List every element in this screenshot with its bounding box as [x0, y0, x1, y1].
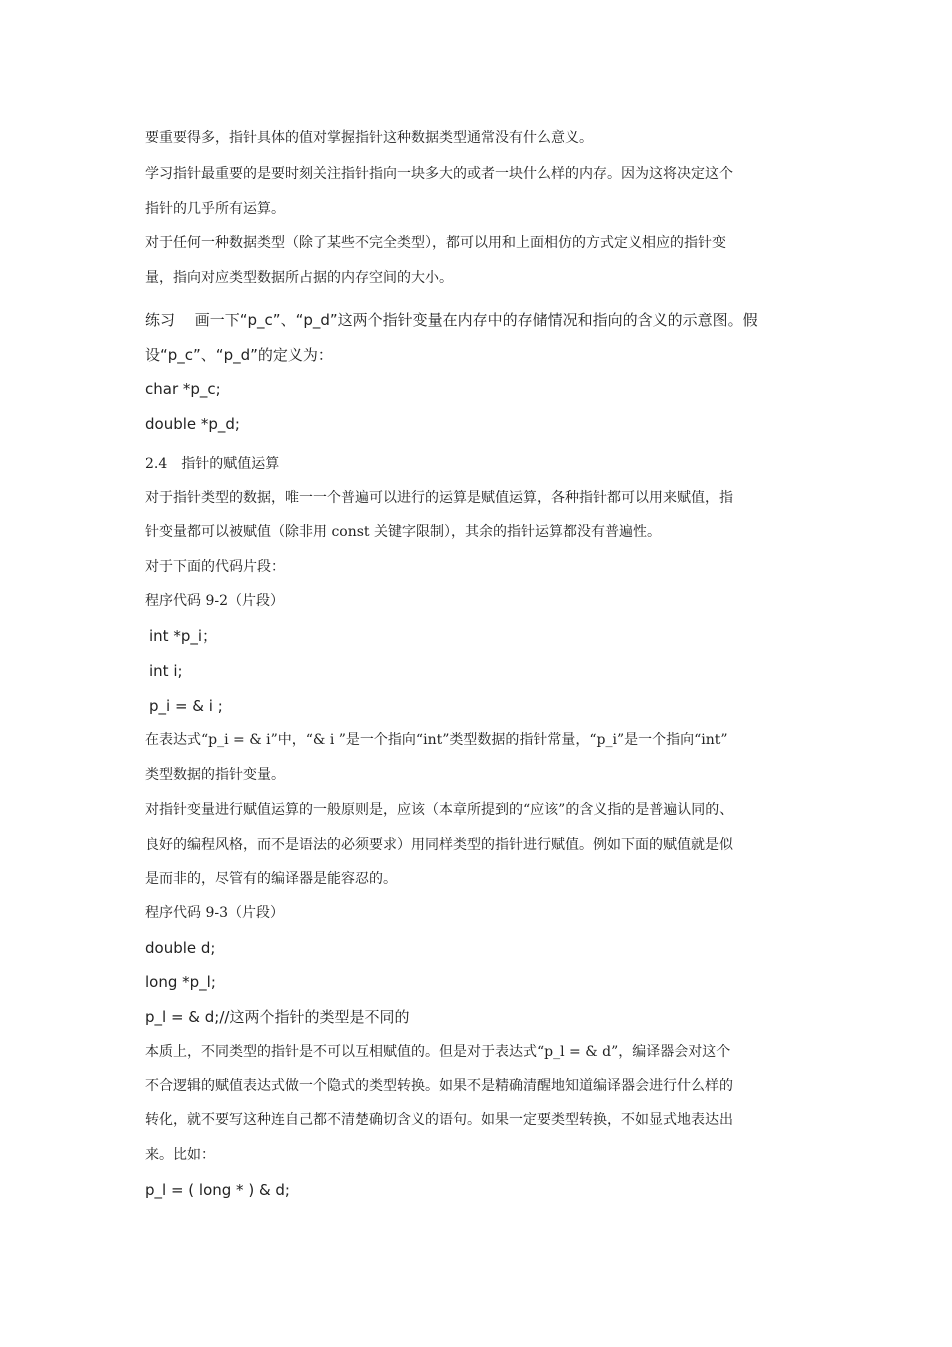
paragraph-line: 要重要得多，指针具体的值对掌握指针这种数据类型通常没有什么意义。 — [145, 130, 593, 146]
paragraph-line: 转化，就不要写这种连自己都不清楚确切含义的语句。如果一定要类型转换，不如显式地表达出 — [145, 1112, 733, 1128]
paragraph-line: 是而非的，尽管有的编译器是能容忍的。 — [145, 871, 397, 887]
code-caption: 程序代码 9-3（片段） — [145, 905, 284, 921]
paragraph-line: 指针的几乎所有运算。 — [145, 201, 285, 217]
paragraph-line: 来。比如： — [145, 1147, 215, 1163]
paragraph-line: 针变量都可以被赋值（除非用 const 关键字限制），其余的指针运算都没有普遍性。 — [145, 524, 661, 540]
paragraph-line: 本质上，不同类型的指针是不可以互相赋值的。但是对于表达式“p_l = & d”，编译器会对这个 — [145, 1044, 731, 1060]
paragraph-line: 对于指针类型的数据，唯一一个普遍可以进行的运算是赋值运算，各种指针都可以用来赋值，指 — [145, 490, 733, 506]
paragraph-line: 对指针变量进行赋值运算的一般原则是，应该（本章所提到的“应该”的含义指的是普遍认同的、 — [145, 802, 734, 818]
exercise-line: 练习 画一下“p_c”、“p_d”这两个指针变量在内存中的存储情况和指向的含义的示意图。假 — [145, 311, 758, 329]
paragraph-line: 量，指向对应类型数据所占据的内存空间的大小。 — [145, 270, 453, 286]
code-line: int *p_i； — [149, 627, 218, 645]
paragraph-line: 类型数据的指针变量。 — [145, 767, 285, 783]
code-line: double d; — [145, 939, 216, 957]
code-line: p_i = & i ; — [149, 697, 223, 715]
paragraph-line: 对于任何一种数据类型（除了某些不完全类型），都可以用和上面相仿的方式定义相应的指针变 — [145, 235, 726, 251]
paragraph-line: 良好的编程风格，而不是语法的必须要求）用同样类型的指针进行赋值。例如下面的赋值就是似 — [145, 837, 733, 853]
code-caption: 程序代码 9-2（片段） — [145, 593, 284, 609]
code-line: double *p_d; — [145, 415, 240, 433]
paragraph-line: 在表达式“p_i = & i”中，“& i ”是一个指向“int”类型数据的指针常量，“p_i”是一个指向“int” — [145, 732, 728, 748]
code-line: p_l = & d;//这两个指针的类型是不同的 — [145, 1008, 410, 1026]
exercise-line: 设“p_c”、“p_d”的定义为： — [145, 346, 333, 364]
code-line: int i; — [149, 662, 183, 680]
code-line: long *p_l; — [145, 973, 216, 991]
code-line: char *p_c; — [145, 380, 221, 398]
section-heading: 2.4 指针的赋值运算 — [145, 456, 280, 472]
code-line: p_l = ( long * ) & d; — [145, 1181, 290, 1199]
paragraph-line: 不合逻辑的赋值表达式做一个隐式的类型转换。如果不是精确清醒地知道编译器会进行什么样的 — [145, 1078, 733, 1094]
paragraph-line: 学习指针最重要的是要时刻关注指针指向一块多大的或者一块什么样的内存。因为这将决定这个 — [145, 166, 733, 182]
paragraph-line: 对于下面的代码片段： — [145, 559, 285, 575]
